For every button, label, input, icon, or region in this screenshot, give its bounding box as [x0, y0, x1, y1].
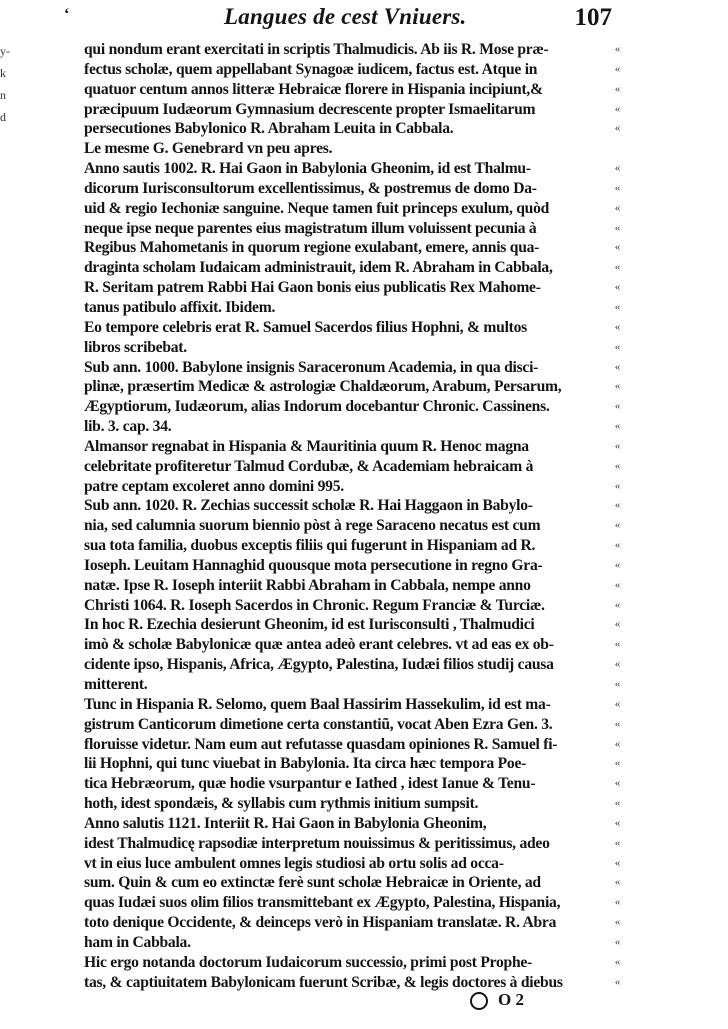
margin-quote-mark: «: [614, 955, 620, 968]
margin-quote-mark: «: [614, 43, 620, 55]
text-line: [84, 258, 620, 278]
margin-quote-mark: «: [614, 797, 620, 810]
text-line-content: Regibus Mahometanis in quorum regione exulabant, emere, annis qua-: [84, 239, 540, 257]
page-number: 107: [574, 4, 612, 31]
margin-quote-mark: «: [614, 777, 620, 790]
margin-fragment: y-: [0, 44, 10, 58]
text-line-content: Eo tempore celebris erat R. Samuel Sacerdos filius Hophni, & multos: [84, 318, 527, 336]
margin-quote-mark: «: [614, 856, 620, 869]
text-line-content: celebritate profiteretur Talmud Cordubæ, & Academiam hebraicam à: [84, 457, 534, 475]
text-line: [84, 615, 620, 635]
margin-quote-mark: «: [614, 162, 620, 175]
text-line-content: patre ceptam excoleret anno domini 995.: [84, 477, 344, 495]
text-line: [84, 735, 620, 755]
margin-quote-mark: «: [614, 519, 620, 532]
text-line: [84, 814, 620, 834]
signature-circle-icon: [470, 992, 488, 1010]
text-line-content: Tunc in Hispania R. Selomo, quem Baal Hassirim Hassekulim, id est ma-: [84, 695, 551, 713]
margin-quote-mark: «: [614, 558, 620, 571]
text-line: [84, 278, 620, 298]
margin-quote-mark: «: [614, 816, 620, 829]
main-text-block: [84, 40, 620, 993]
text-line: [84, 100, 620, 120]
text-line: [84, 695, 620, 715]
margin-quote-mark: «: [614, 678, 620, 690]
margin-fragment: n: [0, 88, 6, 102]
text-line: [84, 774, 620, 794]
margin-quote-mark: «: [614, 360, 620, 373]
text-line: [84, 477, 620, 497]
text-line-content: ham in Cabbala.: [84, 933, 191, 951]
margin-quote-mark: «: [614, 876, 620, 889]
text-line-content: mitterent.: [84, 676, 148, 693]
margin-fragment: k: [0, 66, 6, 80]
facing-page-margin-fragments: [0, 40, 22, 170]
margin-quote-mark: «: [614, 499, 620, 512]
text-line-content: Sub ann. 1000. Babylone insignis Saraceronum Academia, in qua disci-: [84, 358, 539, 376]
text-line-content: tica Hebræorum, quæ hodie vsurpantur e Iathed , idest Ianue & Tenu-: [84, 775, 536, 793]
margin-quote-mark: «: [614, 400, 620, 413]
text-line-content: quatuor centum annos litteræ Hebraicæ florere in Hispania incipiunt,&: [84, 80, 543, 98]
text-line: [84, 437, 620, 457]
text-line: [84, 933, 620, 953]
text-line-content: uid & regio Iechoniæ sanguine. Neque tamen fuit princeps exulum, quòd: [84, 199, 550, 217]
margin-quote-mark: «: [614, 439, 620, 452]
text-line: [84, 397, 620, 417]
margin-quote-mark: «: [614, 836, 620, 849]
text-line-content: Anno sautis 1002. R. Hai Gaon in Babylonia Gheonim, id est Thalmu-: [84, 160, 531, 178]
text-line-content: Christi 1064. R. Ioseph Sacerdos in Chronic. Regum Franciæ & Turciæ.: [84, 596, 545, 614]
margin-quote-mark: «: [614, 221, 620, 234]
signature-mark: [470, 990, 524, 1010]
text-line-content: gistrum Canticorum dimetione certa constantiũ, vocat Aben Ezra Gen. 3.: [84, 715, 553, 733]
margin-quote-mark: «: [614, 479, 620, 492]
margin-quote-mark: «: [614, 82, 620, 95]
text-line-content: In hoc R. Ezechia desierunt Gheonim, id est Iurisconsulti , Thalmudici: [84, 616, 535, 634]
margin-quote-mark: «: [614, 201, 620, 214]
margin-quote-mark: «: [614, 102, 620, 115]
margin-quote-mark: «: [614, 261, 620, 274]
text-line-content: Anno salutis 1121. Interiit R. Hai Gaon in Babylonia Gheonim,: [84, 814, 487, 832]
text-line: [84, 536, 620, 556]
margin-fragment: d: [0, 110, 6, 124]
text-line: [84, 854, 620, 874]
text-line-content: Almansor regnabat in Hispania & Mauritinia quum R. Henoc magna: [84, 437, 529, 455]
text-line: [84, 596, 620, 616]
text-line-content: præcipuum Iudæorum Gymnasium decrescente propter Ismaelitarum: [84, 100, 536, 118]
text-line: [84, 457, 620, 477]
text-line-content: sum. Quin & cum eo extinctæ ferè sunt scholæ Hebraicæ in Oriente, ad: [84, 874, 541, 892]
text-line: [84, 893, 620, 913]
text-line: [84, 338, 620, 358]
text-line-content: imò & scholæ Babylonicæ quæ antea adeò erant celebres. vt ad eas ex ob-: [84, 636, 554, 654]
text-line: [84, 496, 620, 516]
margin-quote-mark: «: [614, 181, 620, 194]
margin-quote-mark: «: [614, 578, 620, 591]
text-line-content: vt in eius luce ambulent omnes legis studiosi ab ortu solis ad occa-: [84, 854, 504, 872]
text-line: [84, 40, 620, 60]
text-line-content: lib. 3. cap. 34.: [84, 418, 172, 436]
text-line: [84, 516, 620, 536]
text-line-content: Hic ergo notanda doctorum Iudaicorum successio, primi post Prophe-: [84, 953, 532, 971]
text-line-content: toto denique Occidente, & deinceps verò in Hispaniam translatæ. R. Abra: [84, 914, 557, 932]
text-line: [84, 655, 620, 675]
text-line: [84, 318, 620, 338]
text-line: [84, 159, 620, 179]
margin-quote-mark: «: [614, 241, 620, 254]
text-line: [84, 675, 620, 695]
text-line-content: dicorum Iurisconsultorum excellentissimus, & postremus de domo Da-: [84, 179, 537, 197]
margin-quote-mark: «: [614, 916, 620, 929]
text-line-content: Ioseph. Leuitam Hannaghid quousque mota persecutione in regno Gra-: [84, 556, 543, 574]
text-line-content: lii Hophni, qui tunc viuebat in Babylonia. Ita circa hæc tempora Poe-: [84, 755, 527, 773]
margin-quote-mark: «: [614, 122, 620, 135]
text-line: [84, 913, 620, 933]
header-mark: ‘: [64, 6, 70, 23]
margin-quote-mark: «: [614, 618, 620, 631]
text-line: [84, 556, 620, 576]
running-header: [64, 4, 612, 36]
text-line-content: tas, & captiuitatem Babylonicam fuerunt Scribæ, & legis doctores à diebus: [84, 973, 563, 991]
text-line-content: sua tota familia, duobus exceptis filiis qui fugerunt in Hispaniam ad R.: [84, 537, 536, 555]
margin-quote-mark: «: [614, 757, 620, 770]
text-line-content: cidente ipso, Hispanis, Africa, Ægypto, Palestina, Iudæi filios studij causa: [84, 656, 554, 674]
margin-quote-mark: «: [614, 340, 620, 353]
text-line: [84, 298, 620, 318]
margin-quote-mark: «: [614, 717, 620, 730]
margin-quote-mark: «: [614, 380, 620, 393]
margin-quote-mark: «: [614, 281, 620, 294]
margin-quote-mark: «: [614, 935, 620, 948]
text-line: [84, 873, 620, 893]
text-line: [84, 219, 620, 239]
text-line: [84, 199, 620, 219]
text-line-content: plinæ, præsertim Medicæ & astrologiæ Chaldæorum, Arabum, Persarum,: [84, 378, 562, 396]
text-line: [84, 635, 620, 655]
text-line-content: R. Seritam patrem Rabbi Hai Gaon bonis eius publicatis Rex Mahome-: [84, 279, 541, 297]
text-line-content: Ægyptiorum, Iudæorum, alias Indorum docebantur Chronic. Cassinens.: [84, 398, 550, 416]
text-line-content: hoth, idest spondæis, & syllabis cum rythmis initium sumpsit.: [84, 795, 479, 813]
text-line-content: qui nondum erant exercitati in scriptis Thalmudicis. Ab iis R. Mose præ-: [84, 41, 549, 58]
text-line-content: idest Thalmudicę rapsodiæ interpretum nouissimus & peritissimus, adeo: [84, 834, 550, 852]
text-line-content: Sub ann. 1020. R. Zechias successit scholæ R. Hai Haggaon in Babylo-: [84, 497, 533, 515]
text-line-content: tanus patibulo affixit. Ibidem.: [84, 298, 276, 316]
text-line: [84, 834, 620, 854]
text-line: [84, 238, 620, 258]
margin-quote-mark: «: [614, 62, 620, 75]
text-line: [84, 119, 620, 139]
text-line-content: draginta scholam Iudaicam administrauit, idem R. Abraham in Cabbala,: [84, 259, 553, 277]
text-line: [84, 358, 620, 378]
text-line: [84, 179, 620, 199]
text-line-content: libros scribebat.: [84, 338, 187, 356]
text-line-content: fectus scholæ, quem appellabant Synagoæ iudicem, factus est. Atque in: [84, 60, 538, 78]
margin-quote-mark: «: [614, 638, 620, 651]
text-line-content: nia, sed calumnia suorum biennio pòst à rege Saraceno necatus est cum: [84, 517, 541, 535]
text-line-content: Le mesme G. Genebrard vn peu apres.: [84, 140, 333, 158]
signature-text: O 2: [498, 990, 524, 1009]
margin-quote-mark: «: [614, 459, 620, 472]
text-line: [84, 139, 592, 159]
text-line: [84, 794, 620, 814]
margin-quote-mark: «: [614, 658, 620, 671]
text-line-content: neque ipse neque parentes eius magistratum illum voluissent pecunia à: [84, 219, 537, 237]
text-line: [84, 953, 620, 973]
margin-quote-mark: «: [614, 896, 620, 909]
margin-quote-mark: «: [614, 320, 620, 333]
text-line-content: floruisse videtur. Nam eum aut refutasse quasdam opiniones R. Samuel fi-: [84, 735, 558, 753]
margin-quote-mark: «: [614, 975, 620, 988]
text-line: [84, 417, 620, 437]
running-title: Langues de cest Vniuers.: [224, 4, 467, 29]
text-line: [84, 576, 620, 596]
text-line-content: quas Iudæi suos olim filios transmittebant ex Ægypto, Palestina, Hispania,: [84, 894, 561, 912]
text-line-content: natæ. Ipse R. Ioseph interiit Rabbi Abraham in Cabbala, nempe anno: [84, 576, 531, 594]
text-line: [84, 377, 620, 397]
margin-quote-mark: «: [614, 598, 620, 611]
text-line: [84, 80, 620, 100]
margin-quote-mark: «: [614, 539, 620, 552]
margin-quote-mark: «: [614, 300, 620, 313]
text-line-content: persecutiones Babylonico R. Abraham Leuita in Cabbala.: [84, 120, 454, 138]
margin-quote-mark: «: [614, 697, 620, 710]
text-line: [84, 60, 620, 80]
text-line: [84, 715, 620, 735]
text-line: [84, 754, 620, 774]
margin-quote-mark: «: [614, 420, 620, 433]
margin-quote-mark: «: [614, 737, 620, 750]
